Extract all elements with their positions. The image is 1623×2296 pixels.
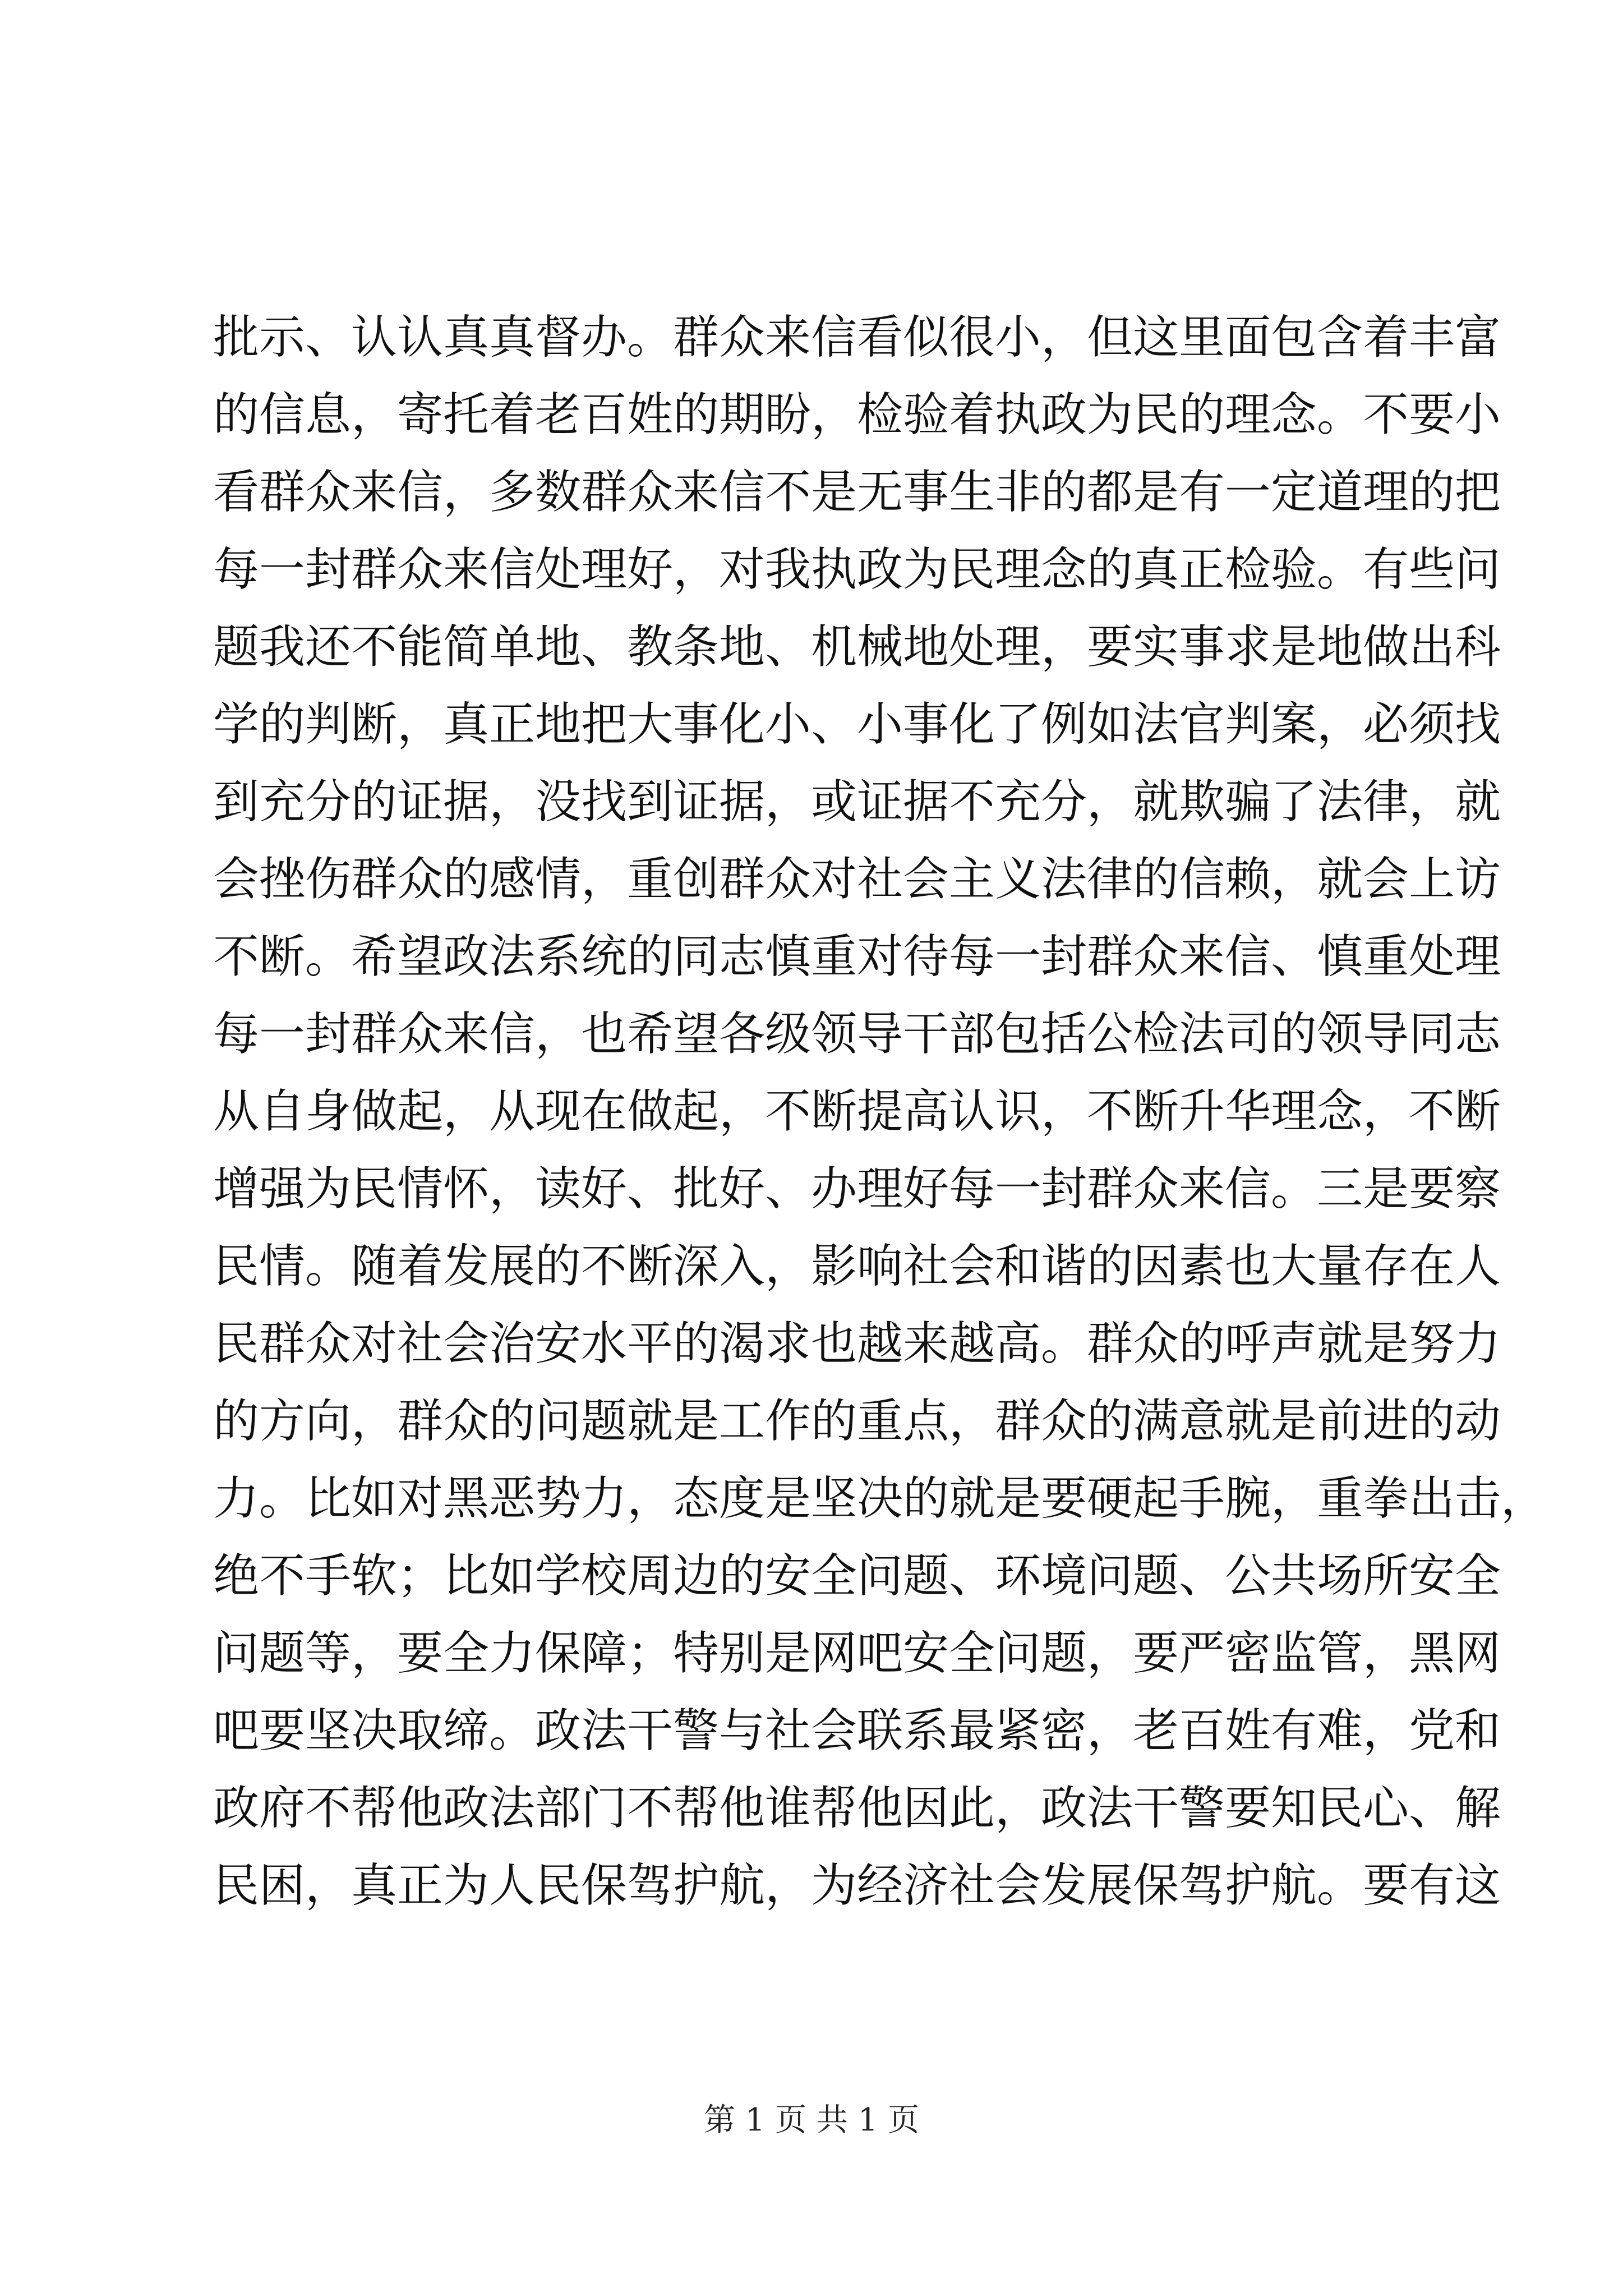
- text-line: 的信息，寄托着老百姓的期盼，检验着执政为民的理念。不要小: [213, 388, 1501, 441]
- text-line: 吧要坚决取缔。政法干警与社会联系最紧密，老百姓有难，党和: [213, 1704, 1501, 1757]
- text-line: 的方向，群众的问题就是工作的重点，群众的满意就是前进的动: [213, 1395, 1501, 1448]
- text-line: 民群众对社会治安水平的渴求也越来越高。群众的呼声就是努力: [213, 1317, 1501, 1370]
- page-footer: 第 1 页 共 1 页: [703, 2102, 920, 2138]
- text-line: 绝不手软；比如学校周边的安全问题、环境问题、公共场所安全: [213, 1549, 1501, 1603]
- text-line: 到充分的证据，没找到证据，或证据不充分，就欺骗了法律，就: [213, 775, 1501, 829]
- text-line: 学的判断，真正地把大事化小、小事化了例如法官判案，必须找: [213, 698, 1501, 751]
- text-line: 题我还不能简单地、教条地、机械地处理，要实事求是地做出科: [213, 620, 1501, 674]
- text-line: 不断。希望政法系统的同志慎重对待每一封群众来信、慎重处理: [213, 930, 1501, 983]
- text-line: 增强为民情怀，读好、批好、办理好每一封群众来信。三是要察: [213, 1162, 1501, 1216]
- text-line: 批示、认认真真督办。群众来信看似很小，但这里面包含着丰富: [213, 311, 1501, 364]
- text-line: 从自身做起，从现在做起，不断提高认识，不断升华理念，不断: [213, 1085, 1501, 1138]
- text-line: 民困，真正为人民保驾护航，为经济社会发展保驾护航。要有这: [213, 1859, 1501, 1912]
- text-line: 问题等，要全力保障；特别是网吧安全问题，要严密监管，黑网: [213, 1627, 1501, 1680]
- text-line: 政府不帮他政法部门不帮他谁帮他因此，政法干警要知民心、解: [213, 1782, 1501, 1835]
- body-text: [213, 299, 1547, 1925]
- text-line: 民情。随着发展的不断深入，影响社会和谐的因素也大量存在人: [213, 1240, 1501, 1293]
- text-line: 每一封群众来信，也希望各级领导干部包括公检法司的领导同志: [213, 1007, 1501, 1061]
- text-line: 会挫伤群众的感情，重创群众对社会主义法律的信赖，就会上访: [213, 853, 1501, 906]
- text-line: 看群众来信，多数群众来信不是无事生非的都是有一定道理的把: [213, 466, 1501, 519]
- text-line: 力。比如对黑恶势力，态度是坚决的就是要硬起手腕，重拳出击，: [213, 1472, 1547, 1525]
- text-line: 每一封群众来信处理好，对我执政为民理念的真正检验。有些问: [213, 543, 1501, 596]
